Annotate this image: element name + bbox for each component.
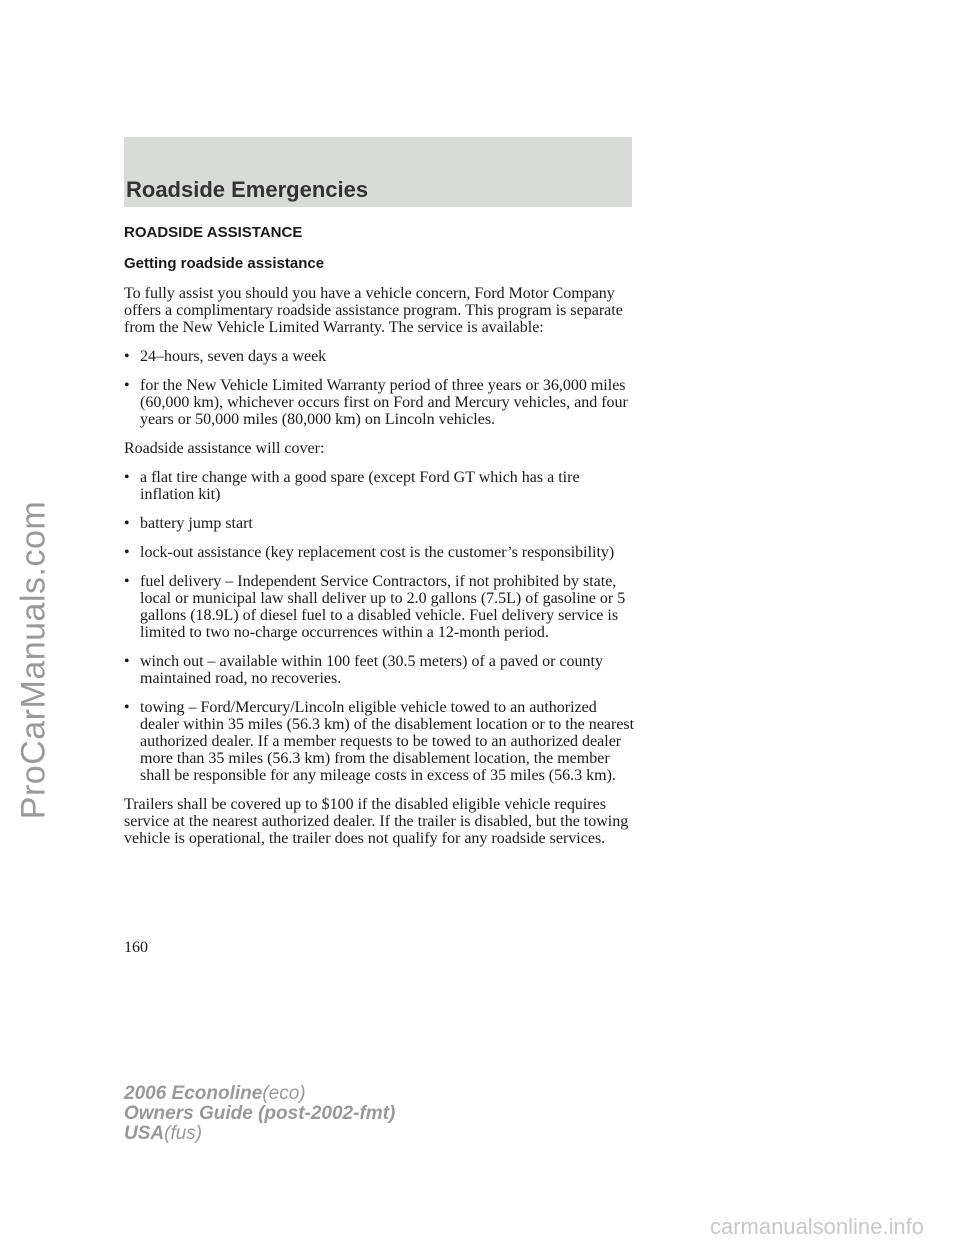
list-item (124, 573, 636, 641)
footer-model: 2006 Econoline (124, 1083, 263, 1104)
page-number: 160 (124, 939, 148, 956)
list-item-text: winch out – available within 100 feet (30.5 meters) of a paved or county maintained road, no recoveries. (140, 653, 603, 687)
bullet-icon: • (124, 699, 130, 716)
list-item (124, 544, 636, 561)
main-content (124, 218, 636, 859)
footer-line-region (124, 1124, 395, 1144)
intro-paragraph: To fully assist you should you have a vehicle concern, Ford Motor Company offers a complimentary roadside assistance program. This program is separate from the New Vehicle Limited Warranty. The service is available: (124, 285, 623, 336)
page-title: Roadside Emergencies (126, 177, 369, 202)
section-heading: ROADSIDE ASSISTANCE (124, 224, 303, 241)
footer-region-code: (fus) (164, 1123, 203, 1144)
list-item (124, 377, 636, 428)
coverage-list (124, 469, 636, 784)
list-item-text: towing – Ford/Mercury/Lincoln eligible vehicle towed to an authorized dealer within 35 miles (56.3 km) of the disablement location or to the nearest authorized dealer. If a member requests to be towed to an authorized dealer more than 35 miles (56.3 km) from the disablement location, the member shall be responsible for any mileage costs in excess of 35 miles (56.3 km). (140, 699, 635, 784)
footer (124, 1084, 395, 1144)
list-item (124, 699, 636, 784)
list-item-text: for the New Vehicle Limited Warranty period of three years or 36,000 miles (60,000 km), whichever occurs first on Ford and Mercury vehicles, and four years or 50,000 miles (80,000 km) on Lincoln vehicles. (140, 377, 628, 428)
list-item-text: 24–hours, seven days a week (140, 348, 327, 365)
bottom-watermark (0, 1214, 960, 1242)
footer-model-code: (eco) (262, 1083, 306, 1104)
bullet-icon: • (124, 377, 130, 394)
list-item-text: lock-out assistance (key replacement cost is the customer’s responsibility) (140, 544, 615, 561)
section-header-band (124, 137, 632, 207)
coverage-intro: Roadside assistance will cover: (124, 440, 325, 457)
list-item-text: battery jump start (140, 515, 253, 532)
sub-heading: Getting roadside assistance (124, 255, 325, 272)
list-item (124, 348, 636, 365)
bullet-icon: • (124, 573, 130, 590)
footer-region: USA (124, 1123, 165, 1144)
footer-line-model (124, 1084, 395, 1104)
bullet-icon: • (124, 544, 130, 561)
bullet-icon: • (124, 653, 130, 670)
side-watermark-text: ProCarManuals.com (14, 500, 53, 820)
list-item (124, 515, 636, 532)
list-item (124, 653, 636, 687)
list-item (124, 469, 636, 503)
side-watermark (4, 380, 64, 940)
bullet-icon: • (124, 348, 130, 365)
availability-list (124, 348, 636, 428)
bullet-icon: • (124, 515, 130, 532)
list-item-text: a flat tire change with a good spare (except Ford GT which has a tire inflation kit) (140, 469, 580, 503)
bullet-icon: • (124, 469, 130, 486)
footer-guide: Owners Guide (post-2002-fmt) (124, 1103, 396, 1124)
list-item-text: fuel delivery – Independent Service Contractors, if not prohibited by state, local or municipal law shall deliver up to 2.0 gallons (7.5L) of gasoline or 5 gallons (18.9L) of diesel fuel to a disabled vehicle. Fuel delivery service is limited to two no-charge occurrences within a 12-month period. (140, 573, 626, 641)
trailers-paragraph: Trailers shall be covered up to $100 if the disabled eligible vehicle requires service at the nearest authorized dealer. If the trailer is disabled, but the towing vehicle is operational, the trailer does not qualify for any roadside services. (124, 796, 629, 847)
bottom-watermark-text: carmanualsonline.info (709, 1214, 924, 1239)
